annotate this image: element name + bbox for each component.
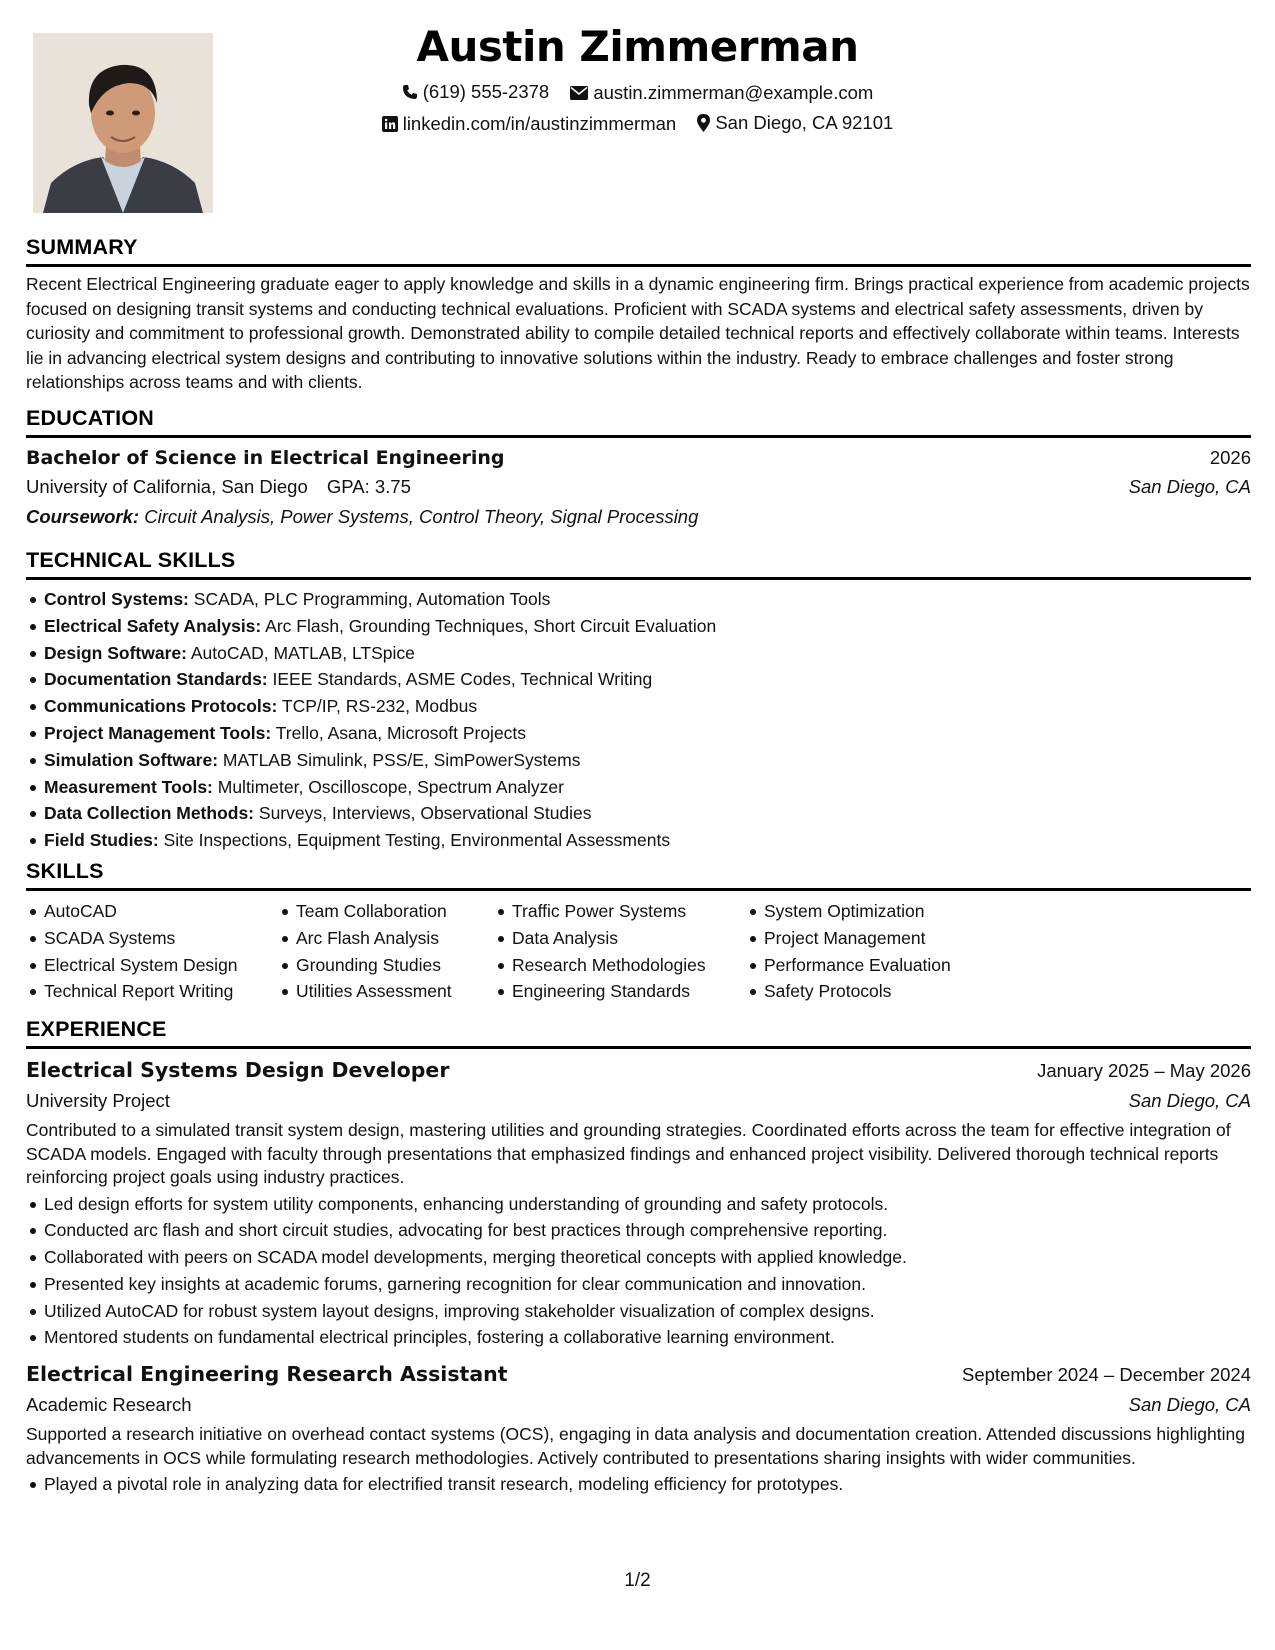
candidate-name: Austin Zimmerman [416,22,859,71]
list-item: Data Analysis [494,925,746,952]
section-title-experience: EXPERIENCE [26,1016,1251,1049]
list-item: Arc Flash Analysis [278,925,494,952]
list-item: Electrical Safety Analysis: Arc Flash, Grounding Techniques, Short Circuit Evaluation [26,613,1251,640]
gpa: GPA: 3.75 [326,476,411,497]
location-contact [697,112,893,134]
job-location: San Diego, CA [1128,1090,1251,1111]
list-item: Traffic Power Systems [494,898,746,925]
job-dates: January 2025 – May 2026 [1037,1060,1251,1081]
list-item: SCADA Systems [26,925,278,952]
list-item: Communications Protocols: TCP/IP, RS-232, Modbus [26,693,1251,720]
education-section [26,405,1251,532]
list-item: Utilized AutoCAD for robust system layout designs, improving stakeholder visualization of complex designs. [26,1298,1251,1325]
job-bullets [26,1471,1251,1498]
skills-column-4 [746,898,1006,1005]
skills-grid [26,898,1251,1005]
skills-column-1 [26,898,278,1005]
job-organization: Academic Research [26,1394,192,1416]
contact-line-2 [0,112,1275,137]
list-item: Collaborated with peers on SCADA model developments, merging theoretical concepts with applied knowledge. [26,1244,1251,1271]
experience-section [26,1016,1251,1498]
list-item: Team Collaboration [278,898,494,925]
school-location: San Diego, CA [1128,476,1251,497]
list-item: Data Collection Methods: Surveys, Interviews, Observational Studies [26,800,1251,827]
section-title-technical-skills: TECHNICAL SKILLS [26,547,1251,580]
list-item: Mentored students on fundamental electrical principles, fostering a collaborative learning environment. [26,1324,1251,1351]
degree-name: Bachelor of Science in Electrical Engineering [26,447,505,469]
school-name: University of California, San Diego [26,476,308,497]
list-item: Research Methodologies [494,952,746,979]
job-description: Supported a research initiative on overhead contact systems (OCS), engaging in data analysis and documentation creation. Attended discussions highlighting advancements in OCS while formulating research methodologies. Actively contributed to presentations sharing insights with wider communities. [26,1424,1245,1468]
location-text: San Diego, CA 92101 [715,112,894,133]
list-item: Control Systems: SCADA, PLC Programming, Automation Tools [26,586,1251,613]
list-item: Safety Protocols [746,978,1006,1005]
job-organization: University Project [26,1090,170,1111]
list-item: Played a pivotal role in analyzing data for electrified transit research, modeling efficiency for prototypes. [26,1471,1251,1498]
list-item: Documentation Standards: IEEE Standards, ASME Codes, Technical Writing [26,666,1251,693]
list-item: Design Software: AutoCAD, MATLAB, LTSpice [26,640,1251,667]
page-number: 1/2 [624,1570,651,1591]
list-item: Field Studies: Site Inspections, Equipment Testing, Environmental Assessments [26,827,1251,854]
experience-entry [26,1359,1251,1498]
phone-number[interactable]: (619) 555-2378 [422,81,550,102]
email-contact [570,82,873,104]
section-title-skills: SKILLS [26,858,1251,891]
skills-column-2 [278,898,494,1005]
envelope-icon [570,86,588,100]
phone-icon [402,84,418,100]
technical-skills-section [26,547,1251,854]
list-item: System Optimization [746,898,1006,925]
section-title-summary: SUMMARY [26,234,1251,267]
list-item: Electrical System Design [26,952,278,979]
skills-column-3 [494,898,746,1005]
experience-entry [26,1055,1251,1351]
education-degree-row [26,444,1251,472]
list-item: Grounding Studies [278,952,494,979]
linkedin-url[interactable]: linkedin.com/in/austinzimmerman [402,113,677,134]
phone-contact [402,81,550,103]
section-title-education: EDUCATION [26,405,1251,438]
job-title: Electrical Engineering Research Assistant [26,1362,508,1387]
list-item: Technical Report Writing [26,978,278,1005]
list-item: Performance Evaluation [746,952,1006,979]
linkedin-icon [382,116,398,132]
coursework-row [26,502,1251,532]
list-item: Simulation Software: MATLAB Simulink, PSS/E, SimPowerSystems [26,747,1251,774]
linkedin-contact [382,113,677,135]
list-item: Presented key insights at academic forums, garnering recognition for clear communication and innovation. [26,1271,1251,1298]
email-address[interactable]: austin.zimmerman@example.com [593,82,874,103]
list-item: Project Management Tools: Trello, Asana, Microsoft Projects [26,720,1251,747]
list-item: Project Management [746,925,1006,952]
list-item: Engineering Standards [494,978,746,1005]
list-item: Conducted arc flash and short circuit studies, advocating for best practices through comprehensive reporting. [26,1217,1251,1244]
job-header-row [26,1055,1251,1086]
job-org-row [26,1390,1251,1420]
contact-line-1 [0,81,1275,105]
job-bullets [26,1191,1251,1352]
job-header-row [26,1359,1251,1390]
job-org-row [26,1086,1251,1116]
coursework-list: Circuit Analysis, Power Systems, Control Theory, Signal Processing [144,506,699,527]
job-title: Electrical Systems Design Developer [26,1058,450,1082]
technical-skills-list [26,586,1251,854]
coursework-label: Coursework: [26,506,140,527]
list-item: Measurement Tools: Multimeter, Oscilloscope, Spectrum Analyzer [26,774,1251,801]
summary-text: Recent Electrical Engineering graduate eager to apply knowledge and skills in a dynamic engineering firm. Brings practical experience from academic projects focused on designing transit systems and conducting technical evaluations. Proficient with SCADA systems and electrical safety assessments, driven by curiosity and commitment to professional growth. Demonstrated ability to compile detailed technical reports and effectively collaborate within teams. Interests lie in advancing electrical system designs and contributing to innovative solutions within the industry. Ready to embrace challenges and foster strong relationships across teams and with clients. [26,274,1250,392]
job-dates: September 2024 – December 2024 [962,1364,1251,1386]
graduation-year: 2026 [1209,447,1251,468]
summary-section [26,234,1251,395]
list-item: Utilities Assessment [278,978,494,1005]
job-location: San Diego, CA [1128,1394,1251,1416]
skills-section [26,858,1251,1005]
list-item: AutoCAD [26,898,278,925]
map-pin-icon [697,114,710,132]
list-item: Led design efforts for system utility components, enhancing understanding of grounding and safety protocols. [26,1191,1251,1218]
job-description: Contributed to a simulated transit system design, mastering utilities and grounding strategies. Coordinated efforts across the team for effective integration of SCADA models. Engaged with faculty through presentations that emphasized findings and enhanced project visibility. Delivered thorough technical reports reinforcing project goals using industry practices. [26,1120,1231,1187]
education-school-row [26,472,1251,502]
